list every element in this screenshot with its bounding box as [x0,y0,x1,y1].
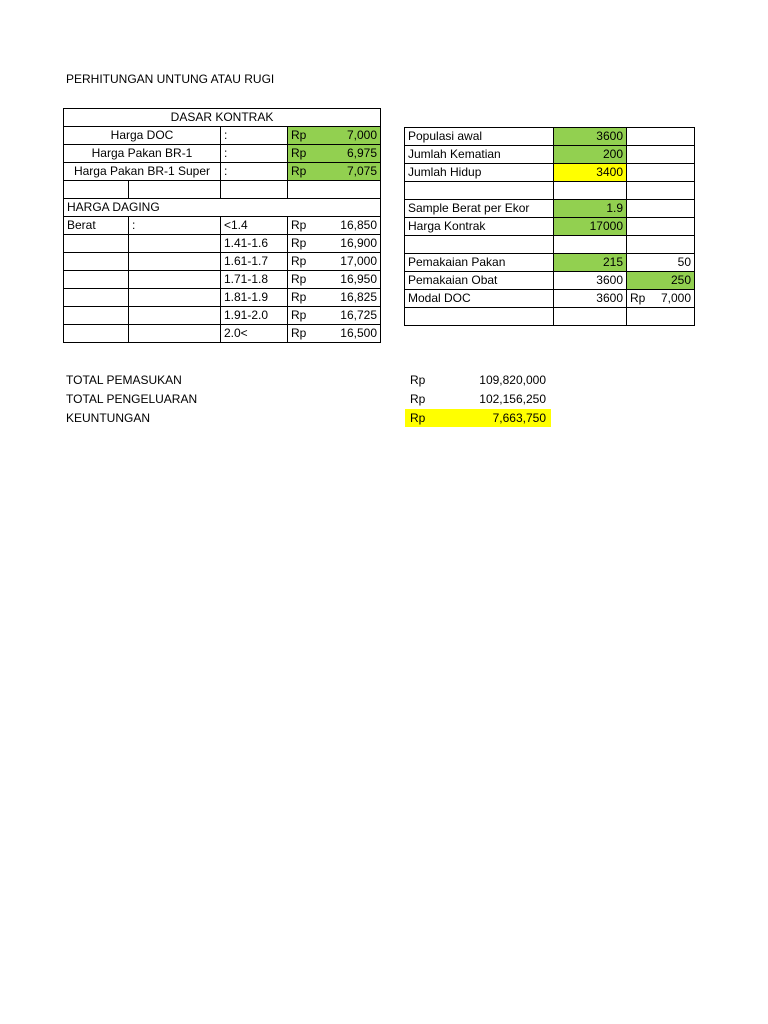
harga-pakan-br1-super-value: Rp 7,075 [288,163,381,181]
berat-label: Berat [64,217,129,235]
keuntungan-value: Rp 7,663,750 [405,409,551,427]
daging-range: 1.91-2.0 [221,307,288,325]
daging-price: Rp 16,725 [288,307,381,325]
total-pemasukan-value: Rp 109,820,000 [410,373,546,387]
harga-kontrak-value: 17000 [554,218,627,236]
harga-pakan-br1-super-label: Harga Pakan BR-1 Super [64,163,221,181]
berat-sep: : [129,217,221,235]
populasi-awal-value: 3600 [554,128,627,146]
modal-doc-label: Modal DOC [405,290,554,308]
harga-pakan-br1-label: Harga Pakan BR-1 [64,145,221,163]
empty-cell [554,236,627,254]
empty-cell [64,289,129,307]
empty-cell [627,218,695,236]
harga-pakan-br1-super-sep: : [221,163,288,181]
pemakaian-obat-extra: 250 [627,272,695,290]
empty-cell [405,236,554,254]
empty-cell [129,289,221,307]
modal-doc-value: 3600 [554,290,627,308]
daging-range: <1.4 [221,217,288,235]
empty-cell [64,271,129,289]
harga-pakan-br1-sep: : [221,145,288,163]
harga-kontrak-label: Harga Kontrak [405,218,554,236]
harga-pakan-br1-value: Rp 6,975 [288,145,381,163]
pemakaian-pakan-value: 215 [554,254,627,272]
harga-doc-label: Harga DOC [64,127,221,145]
jumlah-hidup-label: Jumlah Hidup [405,164,554,182]
empty-cell [288,181,381,199]
sample-berat-value: 1.9 [554,200,627,218]
daging-price: Rp 16,850 [288,217,381,235]
empty-cell [627,164,695,182]
empty-cell [554,182,627,200]
daging-range: 1.81-1.9 [221,289,288,307]
total-pengeluaran-value: Rp 102,156,250 [410,392,546,406]
page-title: PERHITUNGAN UNTUNG ATAU RUGI [66,72,275,86]
empty-cell [627,200,695,218]
harga-daging-header: HARGA DAGING [64,199,381,217]
jumlah-kematian-label: Jumlah Kematian [405,146,554,164]
empty-cell [627,128,695,146]
empty-cell [405,308,554,326]
empty-cell [129,325,221,343]
empty-cell [405,182,554,200]
empty-cell [627,146,695,164]
daging-price: Rp 16,950 [288,271,381,289]
sample-berat-label: Sample Berat per Ekor [405,200,554,218]
empty-cell [64,181,129,199]
dasar-kontrak-header: DASAR KONTRAK [64,109,381,127]
harga-doc-sep: : [221,127,288,145]
empty-cell [627,308,695,326]
info-table [404,127,695,326]
daging-range: 2.0< [221,325,288,343]
jumlah-hidup-value: 3400 [554,164,627,182]
daging-range: 1.41-1.6 [221,235,288,253]
empty-cell [554,308,627,326]
daging-price: Rp 16,825 [288,289,381,307]
keuntungan-label: KEUNTUNGAN [66,411,151,425]
jumlah-kematian-value: 200 [554,146,627,164]
total-pengeluaran-label: TOTAL PENGELUARAN [66,392,198,406]
empty-cell [64,235,129,253]
daging-price: Rp 17,000 [288,253,381,271]
empty-cell [129,307,221,325]
empty-cell [627,182,695,200]
pemakaian-obat-value: 3600 [554,272,627,290]
populasi-awal-label: Populasi awal [405,128,554,146]
empty-cell [129,235,221,253]
daging-range: 1.61-1.7 [221,253,288,271]
empty-cell [129,271,221,289]
empty-cell [129,181,221,199]
empty-cell [627,236,695,254]
pemakaian-obat-label: Pemakaian Obat [405,272,554,290]
pemakaian-pakan-label: Pemakaian Pakan [405,254,554,272]
empty-cell [64,253,129,271]
modal-doc-extra: Rp 7,000 [627,290,695,308]
dasar-kontrak-table [63,108,381,343]
total-pemasukan-label: TOTAL PEMASUKAN [66,373,182,387]
empty-cell [129,253,221,271]
empty-cell [221,181,288,199]
empty-cell [64,325,129,343]
daging-range: 1.71-1.8 [221,271,288,289]
daging-price: Rp 16,900 [288,235,381,253]
daging-price: Rp 16,500 [288,325,381,343]
harga-doc-value: Rp 7,000 [288,127,381,145]
pemakaian-pakan-extra: 50 [627,254,695,272]
empty-cell [64,307,129,325]
